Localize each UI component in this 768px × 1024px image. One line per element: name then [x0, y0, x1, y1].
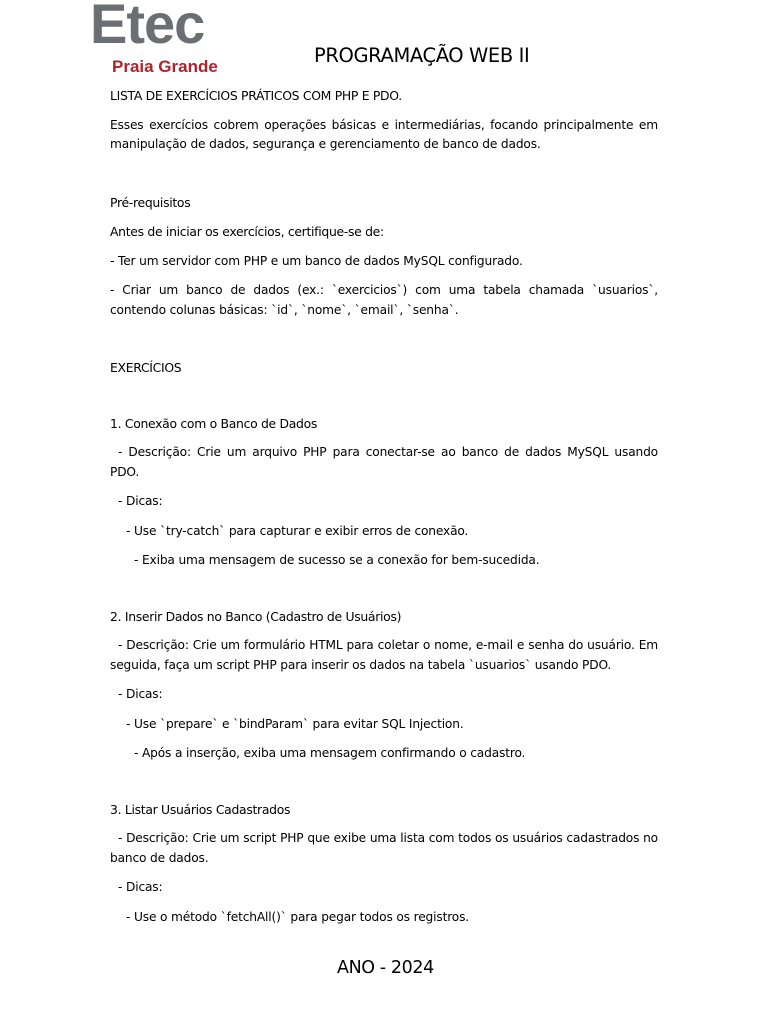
exercise-1-description: - Descrição: Crie um arquivo PHP para conectar-se ao banco de dados MySQL usando PDO. — [110, 445, 658, 479]
logo-main-text: Etec — [90, 0, 205, 55]
prereq-subheading: Antes de iniciar os exercícios, certifique-se de: — [110, 224, 384, 239]
etec-logo — [88, 2, 230, 80]
exercise-1-tip-2: - Exiba uma mensagem de sucesso se a conexão for bem-sucedida. — [134, 553, 540, 567]
exercise-2-tip-1: - Use `prepare` e `bindParam` para evitar SQL Injection. — [126, 716, 464, 731]
exercise-1-tips-label: - Dicas: — [118, 494, 163, 508]
exercise-3-tips-label: - Dicas: — [118, 880, 163, 894]
exercise-3-title: 3. Listar Usuários Cadastrados — [110, 801, 291, 817]
exercise-3-tip-1: - Use o método `fetchAll()` para pegar todos os registros. — [126, 909, 470, 924]
exercise-1-tip-1: - Use `try-catch` para capturar e exibir erros de conexão. — [126, 523, 469, 538]
logo-sub-text: Praia Grande — [112, 57, 218, 76]
intro-text: Esses exercícios cobrem operações básicas e intermediárias, focando principalmente em manipulação de dados, segurança e gerenciamento de banco de dados. — [110, 117, 658, 151]
exercise-2-tips-label: - Dicas: — [118, 687, 163, 701]
intro-heading: LISTA DE EXERCÍCIOS PRÁTICOS COM PHP E PDO. — [110, 88, 402, 103]
exercise-2-title: 2. Inserir Dados no Banco (Cadastro de Usuários) — [110, 608, 402, 624]
footer-year: ANO - 2024 — [337, 958, 434, 978]
prereq-heading: Pré-requisitos — [110, 194, 191, 210]
exercises-heading: EXERCÍCIOS — [110, 360, 182, 375]
exercise-3-description: - Descrição: Crie um script PHP que exibe uma lista com todos os usuários cadastrados no banco de dados. — [110, 831, 658, 865]
exercise-2-tip-2: - Após a inserção, exiba uma mensagem confirmando o cadastro. — [134, 746, 526, 760]
document-title: PROGRAMAÇÃO WEB II — [314, 44, 530, 67]
prereq-item-1: - Ter um servidor com PHP e um banco de dados MySQL configurado. — [110, 253, 523, 268]
exercise-2-description: - Descrição: Crie um formulário HTML para coletar o nome, e-mail e senha do usuário. Em seguida, faça um script PHP para inserir os dados na tabela `usuarios` usando PDO. — [110, 638, 658, 672]
document-body — [110, 86, 658, 937]
exercise-1-title: 1. Conexão com o Banco de Dados — [110, 415, 318, 431]
prereq-item-2: - Criar um banco de dados (ex.: `exercicios`) com uma tabela chamada `usuarios`, contendo colunas básicas: `id`, `nome`, `email`, `senha`. — [110, 283, 658, 317]
